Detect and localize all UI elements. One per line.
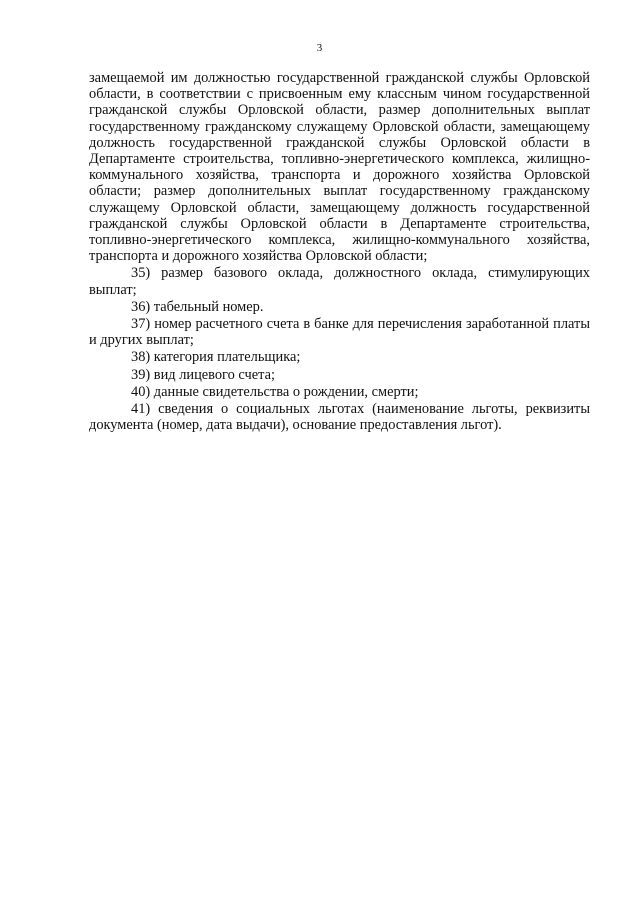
page-number: 3 (316, 42, 323, 54)
list-item-35: 35) размер базового оклада, должностного оклада, стимулирующих выплат; (89, 265, 590, 298)
list-item-37: 37) номер расчетного счета в банке для перечисления заработанной платы и других выплат; (89, 316, 590, 349)
list-item-39: 39) вид лицевого счета; (131, 366, 275, 383)
document-body (89, 70, 590, 433)
list-item-38: 38) категория плательщика; (131, 349, 301, 366)
list-item-40: 40) данные свидетельства о рождении, смерти; (131, 383, 419, 400)
continuation-paragraph: замещаемой им должностью государственной гражданской службы Орловской области, в соответствии с присвоенным ему классным чином государственной гражданской службы Орловской области, размер дополнительных выплат государственному гражданскому служащему Орловской области, замещающему должность государственной гражданской службы Орловской области в Департаменте строительства, топливно-энергетического комплекса, жилищно-коммунального хозяйства, транспорта и дорожного хозяйства Орловской области; размер дополнительных выплат государственному гражданскому служащему Орловской области, замещающему должность государственной гражданской службы Орловской области в Департаменте строительства, топливно-энергетического комплекса, жилищно-коммунального хозяйства, транспорта и дорожного хозяйства Орловской области; (89, 70, 590, 265)
list-item-36: 36) табельный номер. (131, 298, 264, 315)
list-item-41: 41) сведения о социальных льготах (наименование льготы, реквизиты документа (номер, дата выдачи), основание предоставления льгот). (89, 401, 590, 434)
